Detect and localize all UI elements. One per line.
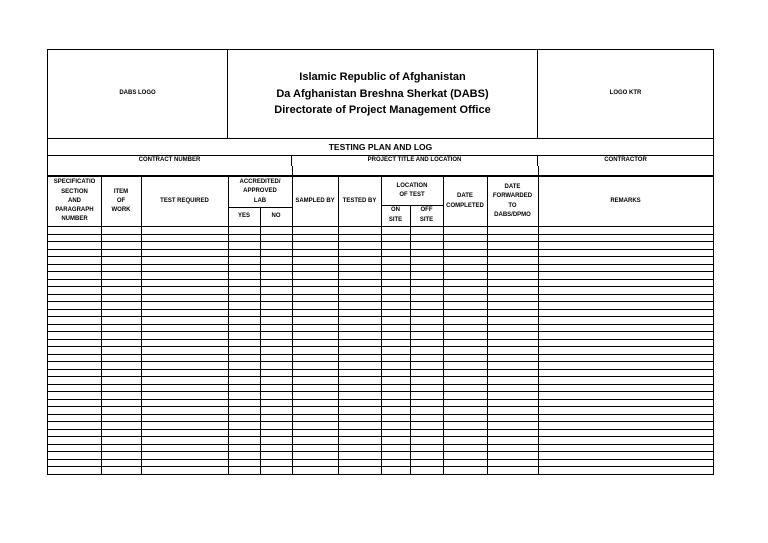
title-line-3: Directorate of Project Management Office [274, 104, 491, 117]
column-header-item: ITEM OF WORK [111, 188, 131, 214]
column-header-spec: SPECIFICATIO SECTION AND PARAGRAPH NUMBER [53, 179, 96, 223]
column-header-test-required: TEST REQUIRED [160, 197, 209, 204]
column-header-remarks: REMARKS [610, 197, 641, 204]
column-header-no: NO [271, 212, 281, 219]
title-line-2: Da Afghanistan Breshna Sherkat (DABS) [276, 87, 489, 100]
form-title: TESTING PLAN AND LOG [48, 138, 713, 156]
column-header-tested-by: TESTED BY [342, 197, 377, 204]
title-line-1: Islamic Republic of Afghanistan [299, 71, 466, 84]
column-header-location: LOCATION OF TEST [396, 182, 428, 198]
column-header-off-site: OFF SITE [419, 207, 434, 223]
ktr-logo-placeholder: LOGO KTR [609, 90, 642, 97]
column-header-yes: YES [237, 212, 250, 219]
column-header-date-completed: DATE COMPLETED [446, 193, 484, 209]
project-title-label: PROJECT TITLE AND LOCATION [292, 156, 538, 166]
log-table-grid [48, 50, 713, 474]
column-header-date-forwarded: DATE FORWARDED TO DABS/DPMO [492, 183, 533, 218]
testing-plan-form [47, 49, 714, 475]
contractor-label: CONTRACTOR [604, 157, 647, 164]
column-header-accredited: ACCREDITED/ APPROVED LAB [239, 179, 281, 204]
column-header-on-site: ON SITE [388, 207, 403, 223]
dabs-logo-placeholder: DABS LOGO [48, 50, 228, 138]
column-header-sampled-by: SAMPLED BY [295, 197, 335, 204]
contract-number-label: CONTRACT NUMBER [48, 156, 292, 166]
